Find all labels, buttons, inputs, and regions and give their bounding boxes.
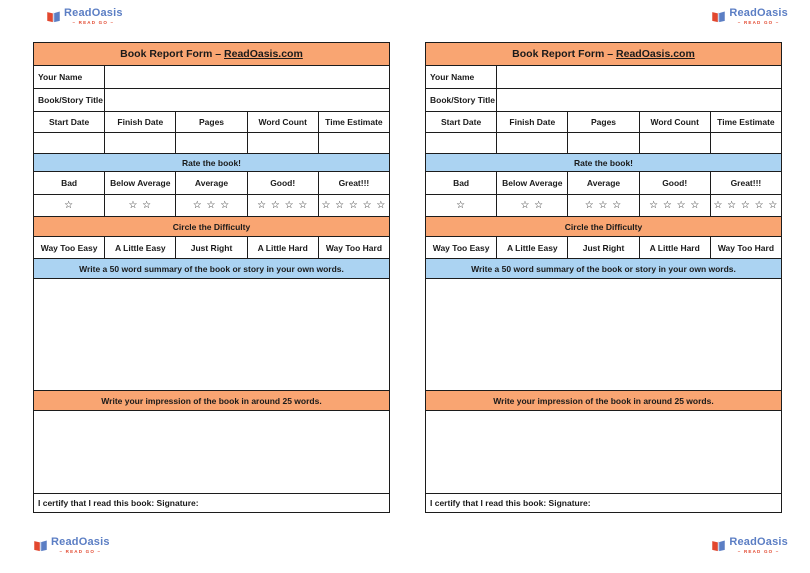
open-book-icon — [711, 538, 726, 553]
logo-tagline: – READ GO – — [59, 549, 102, 554]
rating-labels-row — [34, 171, 389, 194]
summary-header-bar — [34, 258, 389, 278]
difficulty-way-too-hard: Way Too Hard — [710, 237, 781, 258]
logo-text — [51, 537, 110, 555]
book-title-label: Book/Story Title — [430, 95, 496, 105]
book-title-label: Book/Story Title — [38, 95, 104, 105]
rating-label-below-average: Below Average — [496, 172, 567, 194]
logo-tagline: – READ GO – — [737, 549, 780, 554]
form-title-bar — [34, 43, 389, 65]
logo-text — [64, 8, 123, 26]
impression-header-bar — [426, 390, 781, 410]
rating-label-average: Average — [175, 172, 246, 194]
your-name-input-area — [104, 66, 389, 88]
form-title-bar — [426, 43, 781, 65]
your-name-input-area — [496, 66, 781, 88]
stats-input-pages — [567, 133, 638, 153]
logo-text — [729, 8, 788, 26]
stats-input-row — [34, 132, 389, 153]
stars-5-icon: ☆ ☆ ☆ ☆ ☆ — [318, 195, 389, 216]
logo-text — [729, 537, 788, 555]
logo-tagline: – READ GO – — [737, 20, 780, 25]
rate-header-bar — [426, 153, 781, 171]
readoasis-link[interactable]: ReadOasis.com — [224, 48, 303, 60]
difficulty-just-right: Just Right — [567, 237, 638, 258]
stats-input-row — [426, 132, 781, 153]
open-book-icon — [46, 9, 61, 24]
rating-label-bad: Bad — [61, 178, 78, 188]
rate-header: Rate the book! — [181, 157, 242, 168]
rate-header-bar — [34, 153, 389, 171]
certify-row — [34, 493, 389, 512]
difficulty-a-little-hard: A Little Hard — [639, 237, 710, 258]
logo-slot-bottom-left — [33, 537, 110, 555]
difficulty-a-little-easy: A Little Easy — [496, 237, 567, 258]
stats-header-finish-date: Finish Date — [104, 112, 175, 132]
rating-label-average: Average — [567, 172, 638, 194]
summary-writing-area — [426, 278, 781, 390]
readoasis-logo — [33, 537, 110, 555]
open-book-icon — [711, 9, 726, 24]
stars-3-icon: ☆ ☆ ☆ — [175, 195, 246, 216]
stars-2-icon: ☆ ☆ — [496, 195, 567, 216]
book-report-form — [425, 42, 782, 513]
stats-header-word-count: Word Count — [247, 112, 318, 132]
certify-label: I certify that I read this book: Signature: — [38, 498, 199, 508]
difficulty-a-little-hard: A Little Hard — [247, 237, 318, 258]
stats-input-time-estimate — [318, 133, 389, 153]
book-report-form — [33, 42, 390, 513]
stats-header-row — [34, 111, 389, 132]
your-name-label: Your Name — [430, 72, 475, 82]
stats-header-start-date: Start Date — [49, 117, 90, 127]
form-title — [512, 48, 695, 60]
stats-input-start-date — [34, 133, 104, 153]
stats-input-word-count — [639, 133, 710, 153]
stats-header-finish-date: Finish Date — [496, 112, 567, 132]
stats-input-pages — [175, 133, 246, 153]
difficulty-header-bar — [34, 216, 389, 236]
logo-name: ReadOasis — [64, 7, 123, 19]
summary-header: Write a 50 word summary of the book or story in your own words. — [471, 263, 736, 274]
logo-tagline: – READ GO – — [72, 20, 115, 25]
stats-header-pages: Pages — [175, 112, 246, 132]
difficulty-way-too-hard: Way Too Hard — [318, 237, 389, 258]
rating-label-great: Great!!! — [710, 172, 781, 194]
stars-3-icon: ☆ ☆ ☆ — [567, 195, 638, 216]
impression-header-bar — [34, 390, 389, 410]
difficulty-labels-row — [34, 236, 389, 258]
stats-input-start-date — [426, 133, 496, 153]
stars-4-icon: ☆ ☆ ☆ ☆ — [639, 195, 710, 216]
stats-input-time-estimate — [710, 133, 781, 153]
stars-5-icon: ☆ ☆ ☆ ☆ ☆ — [710, 195, 781, 216]
logo-slot-top-right — [711, 8, 788, 26]
stars-2-icon: ☆ ☆ — [104, 195, 175, 216]
stats-input-word-count — [247, 133, 318, 153]
summary-header-bar — [426, 258, 781, 278]
difficulty-way-too-easy: Way Too Easy — [40, 242, 98, 253]
rating-stars-row — [426, 194, 781, 216]
open-book-icon — [33, 538, 48, 553]
logo-slot-bottom-right — [711, 537, 788, 555]
stats-header-pages: Pages — [567, 112, 638, 132]
difficulty-header: Circle the Difficulty — [172, 221, 251, 232]
stars-4-icon: ☆ ☆ ☆ ☆ — [247, 195, 318, 216]
summary-writing-area — [34, 278, 389, 390]
form-title — [120, 48, 303, 60]
form-copy-right — [425, 42, 782, 513]
book-title-input-area — [104, 89, 389, 111]
your-name-row — [426, 65, 781, 88]
rate-header: Rate the book! — [573, 157, 634, 168]
rating-label-bad: Bad — [453, 178, 470, 188]
logo-name: ReadOasis — [51, 536, 110, 548]
stats-header-row — [426, 111, 781, 132]
form-copy-left — [33, 42, 390, 513]
difficulty-just-right: Just Right — [175, 237, 246, 258]
rating-label-good: Good! — [247, 172, 318, 194]
difficulty-a-little-easy: A Little Easy — [104, 237, 175, 258]
difficulty-way-too-easy: Way Too Easy — [432, 242, 490, 253]
readoasis-logo — [46, 8, 123, 26]
difficulty-labels-row — [426, 236, 781, 258]
rating-stars-row — [34, 194, 389, 216]
impression-writing-area — [34, 410, 389, 493]
stars-1-icon: ☆ — [456, 200, 467, 211]
form-title-prefix: Book Report Form – — [120, 48, 225, 60]
stars-1-icon: ☆ — [64, 200, 75, 211]
stats-header-start-date: Start Date — [441, 117, 482, 127]
book-title-input-area — [496, 89, 781, 111]
book-title-row — [426, 88, 781, 111]
difficulty-header: Circle the Difficulty — [564, 221, 643, 232]
impression-writing-area — [426, 410, 781, 493]
impression-header: Write your impression of the book in around 25 words. — [493, 395, 714, 406]
rating-label-below-average: Below Average — [104, 172, 175, 194]
certify-row — [426, 493, 781, 512]
rating-label-good: Good! — [639, 172, 710, 194]
rating-labels-row — [426, 171, 781, 194]
stats-header-time-estimate: Time Estimate — [710, 112, 781, 132]
your-name-row — [34, 65, 389, 88]
rating-label-great: Great!!! — [318, 172, 389, 194]
your-name-label: Your Name — [38, 72, 83, 82]
readoasis-logo — [711, 537, 788, 555]
summary-header: Write a 50 word summary of the book or story in your own words. — [79, 263, 344, 274]
impression-header: Write your impression of the book in around 25 words. — [101, 395, 322, 406]
readoasis-link[interactable]: ReadOasis.com — [616, 48, 695, 60]
logo-name: ReadOasis — [729, 536, 788, 548]
stats-input-finish-date — [496, 133, 567, 153]
stats-header-word-count: Word Count — [639, 112, 710, 132]
readoasis-logo — [711, 8, 788, 26]
logo-name: ReadOasis — [729, 7, 788, 19]
form-title-prefix: Book Report Form – — [512, 48, 617, 60]
stats-header-time-estimate: Time Estimate — [318, 112, 389, 132]
certify-label: I certify that I read this book: Signature: — [430, 498, 591, 508]
book-title-row — [34, 88, 389, 111]
logo-slot-top-left — [46, 8, 123, 26]
stats-input-finish-date — [104, 133, 175, 153]
difficulty-header-bar — [426, 216, 781, 236]
